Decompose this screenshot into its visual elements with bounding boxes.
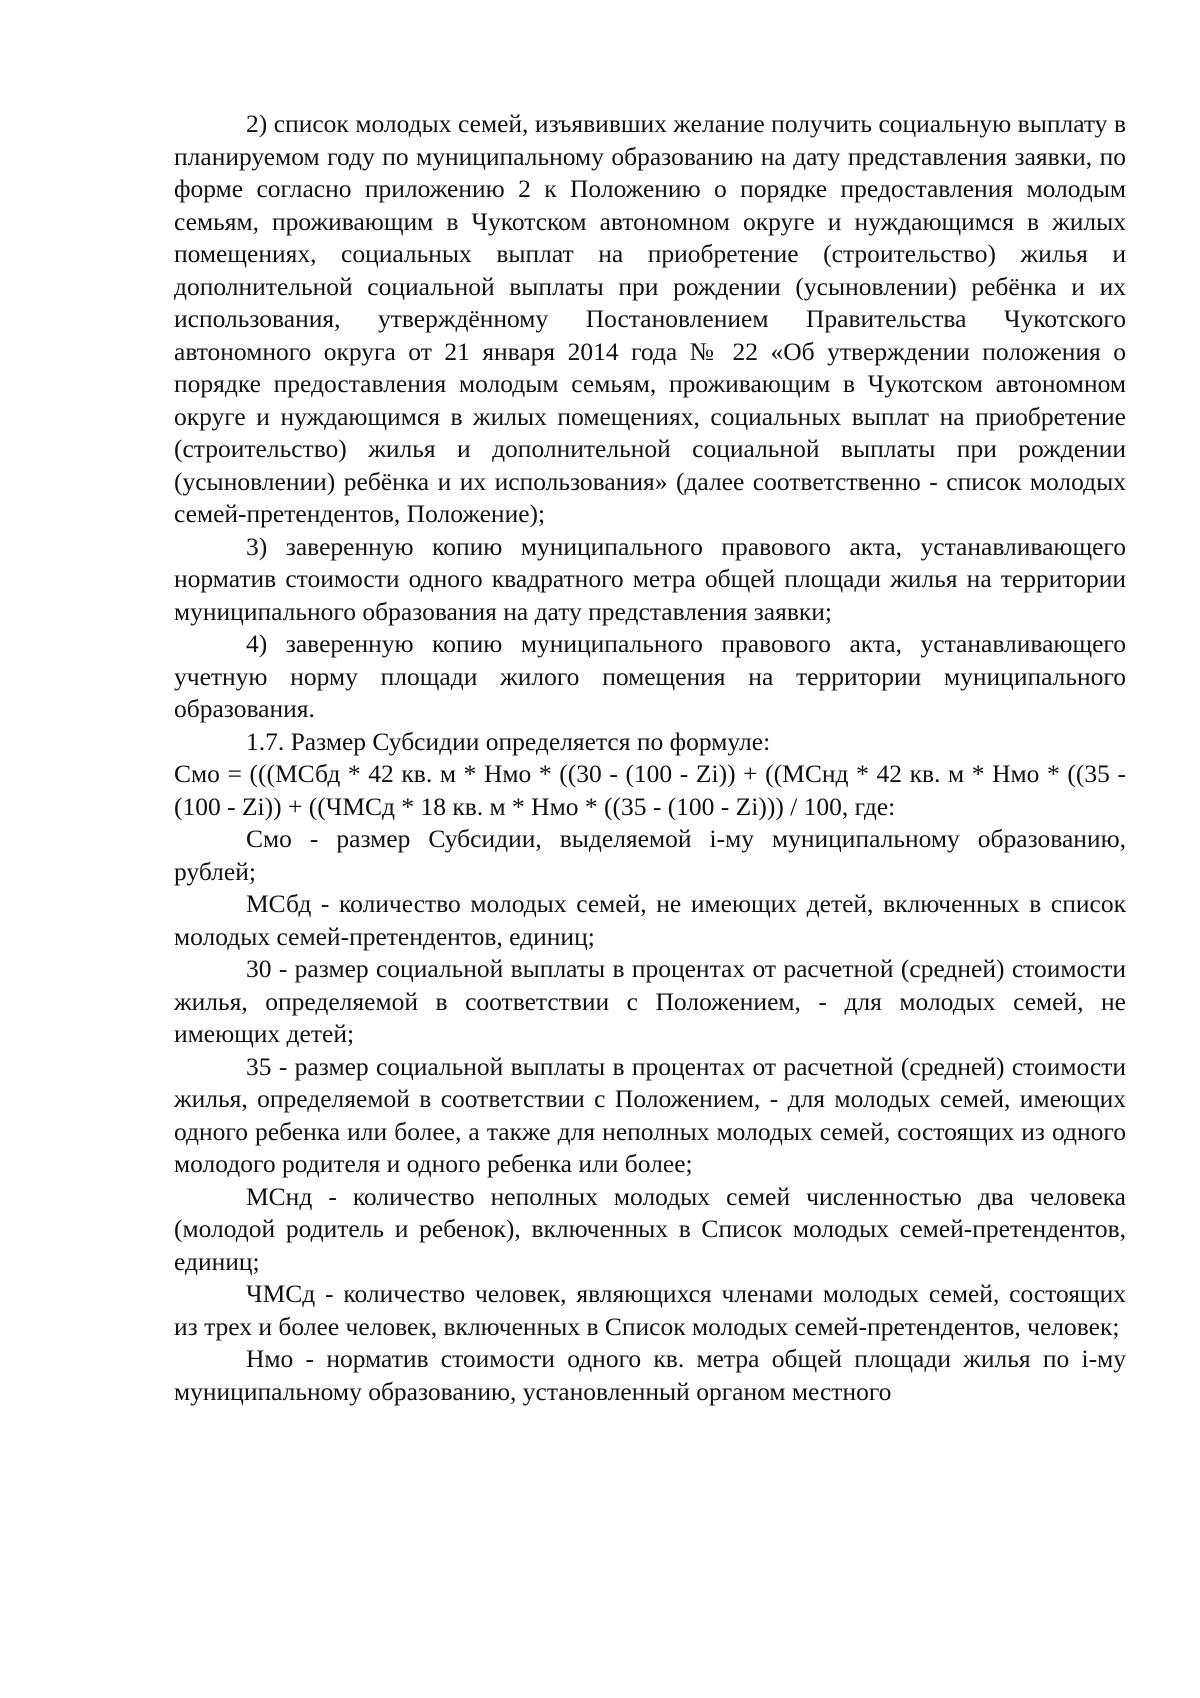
paragraph-list-item-4: 4) заверенную копию муниципального правового акта, устанавливающего учетную норму площади жилого помещения на территории муниципального образования. — [174, 629, 1126, 723]
definition-nmo: Нмо - норматив стоимости одного кв. метра общей площади жилья по i-му муниципальному образованию, установленный органом местного — [174, 1344, 1126, 1406]
definition-msbd: МСбд - количество молодых семей, не имеющих детей, включенных в список молодых семей-претендентов, единиц; — [174, 889, 1126, 951]
definition-30: 30 - размер социальной выплаты в процентах от расчетной (средней) стоимости жилья, определяемой в соответствии с Положением, - для молодых семей, не имеющих детей; — [174, 954, 1126, 1048]
document-page — [174, 108, 1126, 1408]
definition-35: 35 - размер социальной выплаты в процентах от расчетной (средней) стоимости жилья, определяемой в соответствии с Положением, - для молодых семей, имеющих одного ребенка или более, а также для неполных молодых семей, состоящих из одного молодого родителя и одного ребенка или более; — [174, 1051, 1126, 1178]
formula: Смо = (((МСбд * 42 кв. м * Нмо * ((30 - (100 - Zi)) + ((МСнд * 42 кв. м * Нмо * ((35 - (100 - Zi)) + ((ЧМСд * 18 кв. м * Нмо * ((35 - (100 - Zi))) / 100, где: — [174, 759, 1126, 821]
definition-chmsd: ЧМСд - количество человек, являющихся членами молодых семей, состоящих из трех и более человек, включенных в Список молодых семей-претендентов, человек; — [174, 1279, 1126, 1341]
definition-smo: Смо - размер Субсидии, выделяемой i-му муниципальному образованию, рублей; — [174, 824, 1126, 886]
paragraph-section-1-7: 1.7. Размер Субсидии определяется по формуле: — [246, 726, 771, 756]
definition-msnd: МСнд - количество неполных молодых семей численностью два человека (молодой родитель и ребенок), включенных в Список молодых семей-претендентов, единиц; — [174, 1181, 1126, 1276]
paragraph-list-item-2: 2) список молодых семей, изъявивших желание получить социальную выплату в планируемом году по муниципальному образованию на дату представления заявки, по форме согласно приложению 2 к Положению о порядке предоставления молодым семьям, проживающим в Чукотском автономном округе и нуждающимся в жилых помещениях, социальных выплат на приобретение (строительство) жилья и дополнительной социальной выплаты при рождении (усыновлении) ребёнка и их использования, утверждённому Постановлением Правительства Чукотского автономного округа от 21 января 2014 года № 22 «Об утверждении положения о порядке предоставления молодым семьям, проживающим в Чукотском автономном округе и нуждающимся в жилых помещениях, социальных выплат на приобретение (строительство) жилья и дополнительной социальной выплаты при рождении (усыновлении) ребёнка и их использования» (далее соответственно - список молодых семей-претендентов, Положение); — [174, 109, 1126, 528]
paragraph-list-item-3: 3) заверенную копию муниципального правового акта, устанавливающего норматив стоимости одного квадратного метра общей площади жилья на территории муниципального образования на дату представления заявки; — [174, 531, 1126, 626]
